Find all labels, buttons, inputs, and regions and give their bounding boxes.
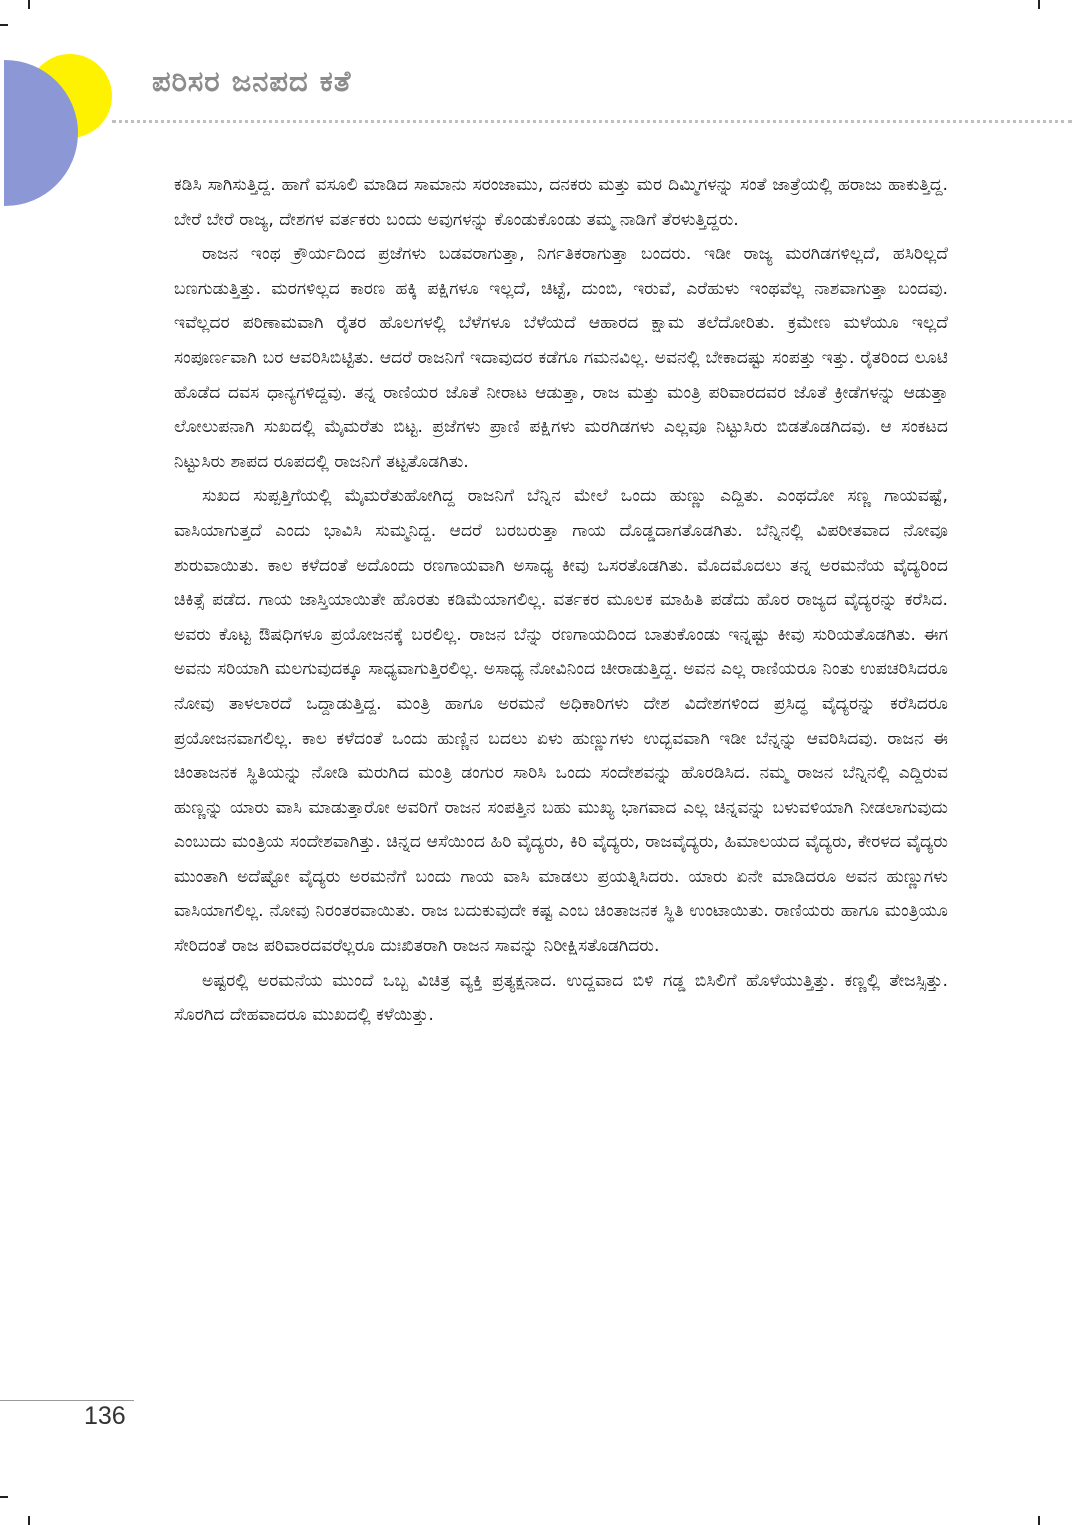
crop-mark-top-right <box>1038 0 1040 9</box>
paragraph: ರಾಜನ ಇಂಥ ಕ್ರೌರ್ಯದಿಂದ ಪ್ರಜೆಗಳು ಬಡವರಾಗುತ್ತಾ, ನಿರ್ಗತಿಕರಾಗುತ್ತಾ ಬಂದರು. ಇಡೀ ರಾಜ್ಯ ಮರಗಿಡಗಳಿಲ್ಲದೆ, ಹಸಿರಿಲ್ಲದೆ ಬಣಗುಡುತ್ತಿತ್ತು. ಮರಗಳಿಲ್ಲದ ಕಾರಣ ಹಕ್ಕಿ ಪಕ್ಷಿಗಳೂ ಇಲ್ಲದೆ, ಚಿಟ್ಟೆ, ದುಂಬಿ, ಇರುವೆ, ಎರೆಹುಳು ಇಂಥವೆಲ್ಲ ನಾಶವಾಗುತ್ತಾ ಬಂದವು. ಇವೆಲ್ಲದರ ಪರಿಣಾಮವಾಗಿ ರೈತರ ಹೊಲಗಳಲ್ಲಿ ಬೆಳೆಗಳೂ ಬೆಳೆಯದೆ ಆಹಾರದ ಕ್ಷಾಮ ತಲೆದೋರಿತು. ಕ್ರಮೇಣ ಮಳೆಯೂ ಇಲ್ಲದೆ ಸಂಪೂರ್ಣವಾಗಿ ಬರ ಆವರಿಸಿಬಿಟ್ಟಿತು. ಆದರೆ ರಾಜನಿಗೆ ಇದಾವುದರ ಕಡೆಗೂ ಗಮನವಿಲ್ಲ. ಅವನಲ್ಲಿ ಬೇಕಾದಷ್ಟು ಸಂಪತ್ತು ಇತ್ತು. ರೈತರಿಂದ ಲೂಟಿ ಹೊಡೆದ ದವಸ ಧಾನ್ಯಗಳಿದ್ದವು. ತನ್ನ ರಾಣಿಯರ ಜೊತೆ ನೀರಾಟ ಆಡುತ್ತಾ, ರಾಜ ಮತ್ತು ಮಂತ್ರಿ ಪರಿವಾರದವರ ಜೊತೆ ಕ್ರೀಡೆಗಳನ್ನು ಆಡುತ್ತಾ ಲೋಲುಪನಾಗಿ ಸುಖದಲ್ಲಿ ಮೈಮರೆತು ಬಿಟ್ಟ. ಪ್ರಜೆಗಳು ಪ್ರಾಣಿ ಪಕ್ಷಿಗಳು ಮರಗಿಡಗಳು ಎಲ್ಲವೂ ನಿಟ್ಟುಸಿರು ಬಿಡತೊಡಗಿದವು. ಆ ಸಂಕಟದ ನಿಟ್ಟುಸಿರು ಶಾಪದ ರೂಪದಲ್ಲಿ ರಾಜನಿಗೆ ತಟ್ಟತೊಡಗಿತು. <box>174 244 948 472</box>
running-header-title: ಪರಿಸರ ಜನಪದ ಕತೆ <box>152 64 352 98</box>
footer-rule <box>0 1400 134 1401</box>
crop-mark-top-left <box>28 0 30 9</box>
header-dotted-rule <box>112 120 1072 123</box>
crop-mark-bottom-left-h <box>0 1496 8 1498</box>
crop-mark-bottom-left <box>28 1516 30 1525</box>
crop-mark-top-left-h <box>0 24 8 26</box>
page-number: 136 <box>84 1402 126 1430</box>
crop-mark-bottom-right <box>1038 1516 1040 1525</box>
paragraph: ಸುಖದ ಸುಪ್ಪತ್ತಿಗೆಯಲ್ಲಿ ಮೈಮರೆತುಹೋಗಿದ್ದ ರಾಜನಿಗೆ ಬೆನ್ನಿನ ಮೇಲೆ ಒಂದು ಹುಣ್ಣು ಎದ್ದಿತು. ಎಂಥದೋ ಸಣ್ಣ ಗಾಯವಷ್ಟೆ, ವಾಸಿಯಾಗುತ್ತದೆ ಎಂದು ಭಾವಿಸಿ ಸುಮ್ಮನಿದ್ದ. ಆದರೆ ಬರಬರುತ್ತಾ ಗಾಯ ದೊಡ್ಡದಾಗತೊಡಗಿತು. ಬೆನ್ನಿನಲ್ಲಿ ವಿಪರೀತವಾದ ನೋವೂ ಶುರುವಾಯಿತು. ಕಾಲ ಕಳೆದಂತೆ ಅದೊಂದು ರಣಗಾಯವಾಗಿ ಅಸಾಧ್ಯ ಕೀವು ಒಸರತೊಡಗಿತು. ಮೊದಮೊದಲು ತನ್ನ ಅರಮನೆಯ ವೈದ್ಯರಿಂದ ಚಿಕಿತ್ಸೆ ಪಡೆದ. ಗಾಯ ಜಾಸ್ತಿಯಾಯಿತೇ ಹೊರತು ಕಡಿಮೆಯಾಗಲಿಲ್ಲ. ವರ್ತಕರ ಮೂಲಕ ಮಾಹಿತಿ ಪಡೆದು ಹೊರ ರಾಜ್ಯದ ವೈದ್ಯರನ್ನು ಕರೆಸಿದ. ಅವರು ಕೊಟ್ಟ ಔಷಧಿಗಳೂ ಪ್ರಯೋಜನಕ್ಕೆ ಬರಲಿಲ್ಲ. ರಾಜನ ಬೆನ್ನು ರಣಗಾಯದಿಂದ ಬಾತುಕೊಂಡು ಇನ್ನಷ್ಟು ಕೀವು ಸುರಿಯತೊಡಗಿತು. ಈಗ ಅವನು ಸರಿಯಾಗಿ ಮಲಗುವುದಕ್ಕೂ ಸಾಧ್ಯವಾಗುತ್ತಿರಲಿಲ್ಲ. ಅಸಾಧ್ಯ ನೋವಿನಿಂದ ಚೀರಾಡುತ್ತಿದ್ದ. ಅವನ ಎಲ್ಲ ರಾಣಿಯರೂ ನಿಂತು ಉಪಚರಿಸಿದರೂ ನೋವು ತಾಳಲಾರದೆ ಒದ್ದಾಡುತ್ತಿದ್ದ. ಮಂತ್ರಿ ಹಾಗೂ ಅರಮನೆ ಅಧಿಕಾರಿಗಳು ದೇಶ ವಿದೇಶಗಳಿಂದ ಪ್ರಸಿದ್ಧ ವೈದ್ಯರನ್ನು ಕರೆಸಿದರೂ ಪ್ರಯೋಜನವಾಗಲಿಲ್ಲ. ಕಾಲ ಕಳೆದಂತೆ ಒಂದು ಹುಣ್ಣಿನ ಬದಲು ಏಳು ಹುಣ್ಣುಗಳು ಉದ್ಭವವಾಗಿ ಇಡೀ ಬೆನ್ನನ್ನು ಆವರಿಸಿದವು. ರಾಜನ ಈ ಚಿಂತಾಜನಕ ಸ್ಥಿತಿಯನ್ನು ನೋಡಿ ಮರುಗಿದ ಮಂತ್ರಿ ಡಂಗುರ ಸಾರಿಸಿ ಒಂದು ಸಂದೇಶವನ್ನು ಹೊರಡಿಸಿದ. ನಮ್ಮ ರಾಜನ ಬೆನ್ನಿನಲ್ಲಿ ಎದ್ದಿರುವ ಹುಣ್ಣನ್ನು ಯಾರು ವಾಸಿ ಮಾಡುತ್ತಾರೋ ಅವರಿಗೆ ರಾಜನ ಸಂಪತ್ತಿನ ಬಹು ಮುಖ್ಯ ಭಾಗವಾದ ಎಲ್ಲ ಚಿನ್ನವನ್ನು ಬಳುವಳಿಯಾಗಿ ನೀಡಲಾಗುವುದು ಎಂಬುದು ಮಂತ್ರಿಯ ಸಂದೇಶವಾಗಿತ್ತು. ಚಿನ್ನದ ಆಸೆಯಿಂದ ಹಿರಿ ವೈದ್ಯರು, ಕಿರಿ ವೈದ್ಯರು, ರಾಜವೈದ್ಯರು, ಹಿಮಾಲಯದ ವೈದ್ಯರು, ಕೇರಳದ ವೈದ್ಯರು ಮುಂತಾಗಿ ಅದೆಷ್ಟೋ ವೈದ್ಯರು ಅರಮನೆಗೆ ಬಂದು ಗಾಯ ವಾಸಿ ಮಾಡಲು ಪ್ರಯತ್ನಿಸಿದರು. ಯಾರು ಏನೇ ಮಾಡಿದರೂ ಅವನ ಹುಣ್ಣುಗಳು ವಾಸಿಯಾಗಲಿಲ್ಲ. ನೋವು ನಿರಂತರವಾಯಿತು. ರಾಜ ಬದುಕುವುದೇ ಕಷ್ಟ ಎಂಬ ಚಿಂತಾಜನಕ ಸ್ಥಿತಿ ಉಂಟಾಯಿತು. ರಾಣಿಯರು ಹಾಗೂ ಮಂತ್ರಿಯೂ ಸೇರಿದಂತೆ ರಾಜ ಪರಿವಾರದವರೆಲ್ಲರೂ ದುಃಖಿತರಾಗಿ ರಾಜನ ಸಾವನ್ನು ನಿರೀಕ್ಷಿಸತೊಡಗಿದರು. <box>174 486 948 957</box>
paragraph: ಕಡಿಸಿ ಸಾಗಿಸುತ್ತಿದ್ದ. ಹಾಗೆ ವಸೂಲಿ ಮಾಡಿದ ಸಾಮಾನು ಸರಂಜಾಮು, ದನಕರು ಮತ್ತು ಮರ ದಿಮ್ಮಿಗಳನ್ನು ಸಂತೆ ಜಾತ್ರೆಯಲ್ಲಿ ಹರಾಜು ಹಾಕುತ್ತಿದ್ದ. ಬೇರೆ ಬೇರೆ ರಾಜ್ಯ, ದೇಶಗಳ ವರ್ತಕರು ಬಂದು ಅವುಗಳನ್ನು ಕೊಂಡುಕೊಂಡು ತಮ್ಮ ನಾಡಿಗೆ ತೆರಳುತ್ತಿದ್ದರು. <box>174 175 948 230</box>
paragraph: ಅಷ್ಟರಲ್ಲಿ ಅರಮನೆಯ ಮುಂದೆ ಒಬ್ಬ ವಿಚಿತ್ರ ವ್ಯಕ್ತಿ ಪ್ರತ್ಯಕ್ಷನಾದ. ಉದ್ದವಾದ ಬಿಳಿ ಗಡ್ಡ ಬಿಸಿಲಿಗೆ ಹೊಳೆಯುತ್ತಿತ್ತು. ಕಣ್ಣಲ್ಲಿ ತೇಜಸ್ಸಿತ್ತು. ಸೊರಗಿದ ದೇಹವಾದರೂ ಮುಖದಲ್ಲಿ ಕಳೆಯಿತ್ತು. <box>174 970 948 1026</box>
body-text <box>174 168 948 1033</box>
